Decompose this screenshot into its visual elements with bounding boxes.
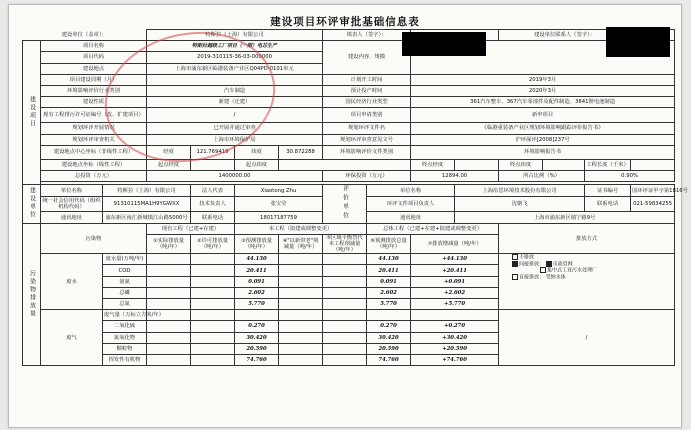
col-permit: ②许可排放量（吨/年）	[191, 235, 235, 254]
cell	[279, 276, 323, 287]
cell	[147, 254, 191, 265]
cell	[191, 276, 235, 287]
cell	[191, 287, 235, 298]
lon-value: 121.769419	[191, 145, 235, 159]
total-label: 总投资（万元）	[41, 170, 147, 181]
change-value: +20.411	[411, 265, 499, 276]
pollution-section: 污染物排放量	[23, 224, 41, 366]
eval-section: 评价单位	[323, 185, 367, 224]
pred-value: 74.760	[235, 354, 279, 365]
content-label: 建设内容、规模	[323, 41, 411, 75]
apply-type-value: 新申项目	[411, 108, 675, 123]
col-region: ⑤区域平衡替代本工程削减量（吨/年）	[323, 235, 367, 254]
cell	[279, 299, 323, 310]
row-name: 总磷	[103, 287, 147, 298]
eval-tech-value: 沈朝飞	[455, 197, 585, 212]
cell	[191, 343, 235, 354]
eval-addr-value: 上海市浦东新区镇宁路9号	[455, 212, 675, 224]
pred-value: 30.420	[235, 332, 279, 343]
cell	[191, 354, 235, 365]
invest-time-label: 预计投产时间	[323, 85, 411, 96]
ratio-value: 0.90%	[585, 170, 675, 181]
end-lon-label: 终点经度	[411, 159, 455, 170]
cell	[323, 287, 367, 298]
cell	[323, 354, 367, 365]
change-value: +20.590	[411, 343, 499, 354]
col-change: ⑦排放增减量（吨/年）	[411, 235, 499, 254]
pred-value: 5.770	[235, 299, 279, 310]
cell	[191, 332, 235, 343]
pollutant-header: 污染物	[41, 224, 147, 254]
change-value: +74.760	[411, 354, 499, 365]
credit-value: 91310115MA1H9YGWXX	[103, 197, 191, 212]
water-emission-options	[499, 254, 675, 310]
gas-emission-cell: /	[499, 310, 675, 366]
change-value	[411, 310, 499, 321]
tech-value: 张宝莹	[235, 197, 323, 212]
total-value: 5.770	[367, 299, 411, 310]
total-group: 总体工程（已建+在建+拟建或调整变更）	[367, 224, 499, 235]
project-name-label: 项目名称	[41, 41, 147, 52]
addr-value: 浦东新区南汇新城镇江山路5000号	[103, 212, 191, 224]
category-label: 环境影响评价行业类别	[41, 85, 147, 96]
form-sheet	[8, 4, 688, 428]
nature-value: 新建（迁建）	[147, 97, 323, 108]
row-name: 氮氧化物	[103, 332, 147, 343]
cell	[323, 276, 367, 287]
period-value	[147, 74, 323, 85]
pred-value: 0.091	[235, 276, 279, 287]
builder-name: 特斯拉（上海）有限公司	[147, 30, 323, 41]
plan-org-value: 上海市环境保护局	[147, 134, 323, 145]
eval-phone-label: 联系电话	[585, 197, 631, 212]
start-lon-label: 起点经度	[147, 159, 191, 170]
range-label: 建设地点坐标（线性工程）	[41, 159, 147, 170]
plan-file-label: 规划环评文件名	[323, 123, 411, 134]
apply-type-label: 项目申请类别	[323, 108, 411, 123]
cell	[191, 254, 235, 265]
total-value: 20.411	[367, 265, 411, 276]
col-actual: ①实际排放量（吨/年）	[147, 235, 191, 254]
redacted-contact-signature	[606, 27, 670, 57]
row-name: 废水量(万吨/年)	[103, 254, 147, 265]
opt-indirect: 间接排放： 市政管网	[512, 261, 673, 268]
opt-plant: 集中式工业污水处理厂	[540, 267, 673, 274]
checkbox-checked-icon	[512, 261, 518, 267]
industry-value: 361汽车整车、367汽车零部件及配件制造、3841锂电池制造	[411, 97, 675, 108]
project-name: 特斯拉超级工厂项目（一期）电芯生产	[147, 41, 323, 52]
opt-none: 不排放	[512, 254, 673, 261]
cell	[279, 321, 323, 332]
length-value	[631, 159, 675, 170]
total-value: 1400000.00	[147, 170, 323, 181]
ratio-label: 所占比例（%）	[499, 170, 585, 181]
pred-value: 2.602	[235, 287, 279, 298]
cell	[147, 332, 191, 343]
plan-name-label: 规划环评开展情况	[41, 123, 147, 134]
cert-label: 证书编号	[585, 185, 631, 197]
legal-label: 法人代表	[191, 185, 235, 197]
eia-type-label: 环境影响评价文件类别	[323, 145, 411, 159]
pred-value: 20.590	[235, 343, 279, 354]
checkbox-icon	[512, 274, 518, 280]
total-value	[367, 310, 411, 321]
lon-label: 经度	[147, 145, 191, 159]
redacted-filler-signature	[402, 32, 486, 56]
row-name: 氨氮	[103, 276, 147, 287]
total-value: 44.130	[367, 254, 411, 265]
total-value: 30.420	[367, 332, 411, 343]
cell	[279, 310, 323, 321]
cell	[279, 254, 323, 265]
cell	[191, 265, 235, 276]
project-group: 本工程（拟建或调整变更）	[235, 224, 367, 235]
phone-label: 联系电话	[191, 212, 235, 224]
total-value: 2.602	[367, 287, 411, 298]
plan-doc-label: 规划环评审查意见文号	[323, 134, 411, 145]
eval-addr-label: 通讯地址	[367, 212, 455, 224]
invest-time-value: 2020年3月	[411, 85, 675, 96]
total-value: 74.760	[367, 354, 411, 365]
change-value: +2.602	[411, 287, 499, 298]
change-value: +44.130	[411, 254, 499, 265]
plan-doc-value: 沪环保评[2008]237号	[411, 134, 675, 145]
change-value: +0.270	[411, 321, 499, 332]
industry-label: 国民经济行业类型	[323, 97, 411, 108]
row-name: 总氮	[103, 299, 147, 310]
cell	[279, 354, 323, 365]
change-value: +30.420	[411, 332, 499, 343]
center-label: 建设地点中心坐标（非线性工程）	[41, 145, 147, 159]
checkbox-icon	[540, 267, 546, 273]
cert-value: 国环评证甲字第1816号	[631, 185, 675, 197]
row-name: 颗粒物	[103, 343, 147, 354]
start-lon-value	[191, 159, 235, 170]
cell	[191, 310, 235, 321]
length-label: 工程长度（千米）	[585, 159, 631, 170]
row-name: COD	[103, 265, 147, 276]
plan-start-value: 2019年3月	[411, 74, 675, 85]
project-section: 建设项目	[23, 41, 41, 185]
row-name: 废气量（万标立方米/年）	[103, 310, 147, 321]
gas-label: 废气	[41, 310, 103, 366]
cell	[323, 254, 367, 265]
cell	[323, 343, 367, 354]
row-name: 挥发性有机物	[103, 354, 147, 365]
addr-label: 通讯地址	[41, 212, 103, 224]
cell	[147, 287, 191, 298]
total-value: 20.590	[367, 343, 411, 354]
cell	[279, 287, 323, 298]
existing-group: 现有工程（已建+在建）	[147, 224, 235, 235]
unit-name-label: 单位名称	[41, 185, 103, 197]
water-label: 废水	[41, 254, 103, 310]
cell	[323, 321, 367, 332]
cell	[147, 321, 191, 332]
existing-label: 现有工程排污许可证编号（改、扩建项目）	[41, 108, 147, 123]
location-label: 建设地点	[41, 63, 147, 74]
builder-label: 建设单位（盖章）：	[23, 30, 147, 41]
project-code-label: 项目代码	[41, 52, 147, 63]
change-value: +5.770	[411, 299, 499, 310]
contact-label: 建设单位联系人（签字）：	[499, 30, 631, 41]
nature-label: 建设性质	[41, 97, 147, 108]
col-total: ⑥预测排放总量（吨/年）	[367, 235, 411, 254]
plan-org-label: 规划环评审查机关	[41, 134, 147, 145]
pred-value: 0.270	[235, 321, 279, 332]
category-value: 汽车制造	[147, 85, 323, 96]
total-value: 0.270	[367, 321, 411, 332]
location: 上海市浦东新区临港装备产业区Q04PD-0101单元	[147, 63, 323, 74]
checkbox-checked-icon	[546, 261, 552, 267]
plan-file-value: 《临港重装备产业区规划环境影响跟踪评价报告书》	[411, 123, 675, 134]
cell	[279, 332, 323, 343]
cell	[191, 321, 235, 332]
start-lat-value	[279, 159, 411, 170]
plan-name-value: 已开展并通过审查	[147, 123, 323, 134]
end-lat-value	[543, 159, 585, 170]
pred-value	[235, 310, 279, 321]
col-pred: ③预测排放量（吨/年）	[235, 235, 279, 254]
end-lon-value	[455, 159, 499, 170]
opt-direct: 直接排放： 受纳水体	[512, 274, 673, 281]
cell	[323, 310, 367, 321]
eval-name-label: 单位名称	[367, 185, 455, 197]
start-lat-label: 起点纬度	[235, 159, 279, 170]
cell	[279, 265, 323, 276]
period-label: 项目建设周期（月）	[41, 74, 147, 85]
credit-label: 统一社会信用代码（组织机构代码）	[42, 198, 101, 211]
cell	[147, 299, 191, 310]
pred-value: 44.130	[235, 254, 279, 265]
cell	[191, 299, 235, 310]
eia-type-value: 环境影响报告书	[411, 145, 675, 159]
cell	[147, 343, 191, 354]
cell	[279, 343, 323, 354]
col-cut: ④"以新带老"削减量（吨/年）	[279, 235, 323, 254]
cell	[147, 265, 191, 276]
emission-header: 排放方式	[499, 224, 675, 254]
filler-label: 填表人（签字）：	[323, 30, 411, 41]
row-name: 二氧化硫	[103, 321, 147, 332]
existing-value: /	[147, 108, 323, 123]
cell	[323, 299, 367, 310]
legal-value: Xiaotong Zhu	[235, 185, 323, 197]
env-invest-value: 12894.00	[411, 170, 499, 181]
phone-value: 18017187759	[235, 212, 323, 224]
lat-value: 30.872288	[279, 145, 323, 159]
tech-label: 技术负责人	[191, 197, 235, 212]
eval-phone-value: 021-59834255	[631, 197, 675, 212]
cell	[147, 276, 191, 287]
cell	[323, 332, 367, 343]
eval-name-value: 上海沿思环境技术股份有限公司	[455, 185, 585, 197]
env-invest-label: 环保投资（万元）	[323, 170, 411, 181]
checkbox-icon	[512, 254, 518, 260]
plan-start-label: 计划开工时间	[323, 74, 411, 85]
page-title: 建设项目环评审批基础信息表	[270, 16, 420, 28]
cell	[323, 265, 367, 276]
change-value: +0.091	[411, 276, 499, 287]
info-table	[22, 29, 688, 366]
lat-label: 纬度	[235, 145, 279, 159]
cell	[147, 354, 191, 365]
project-code: 2019-310115-36-03-000000	[147, 52, 323, 63]
total-value: 0.091	[367, 276, 411, 287]
end-lat-label: 终点纬度	[499, 159, 543, 170]
builder-section: 建设单位	[23, 185, 41, 224]
eval-tech-label: 环评文件项目负责人	[367, 197, 455, 212]
pred-value: 20.411	[235, 265, 279, 276]
unit-name-value: 特斯拉（上海）有限公司	[103, 185, 191, 197]
